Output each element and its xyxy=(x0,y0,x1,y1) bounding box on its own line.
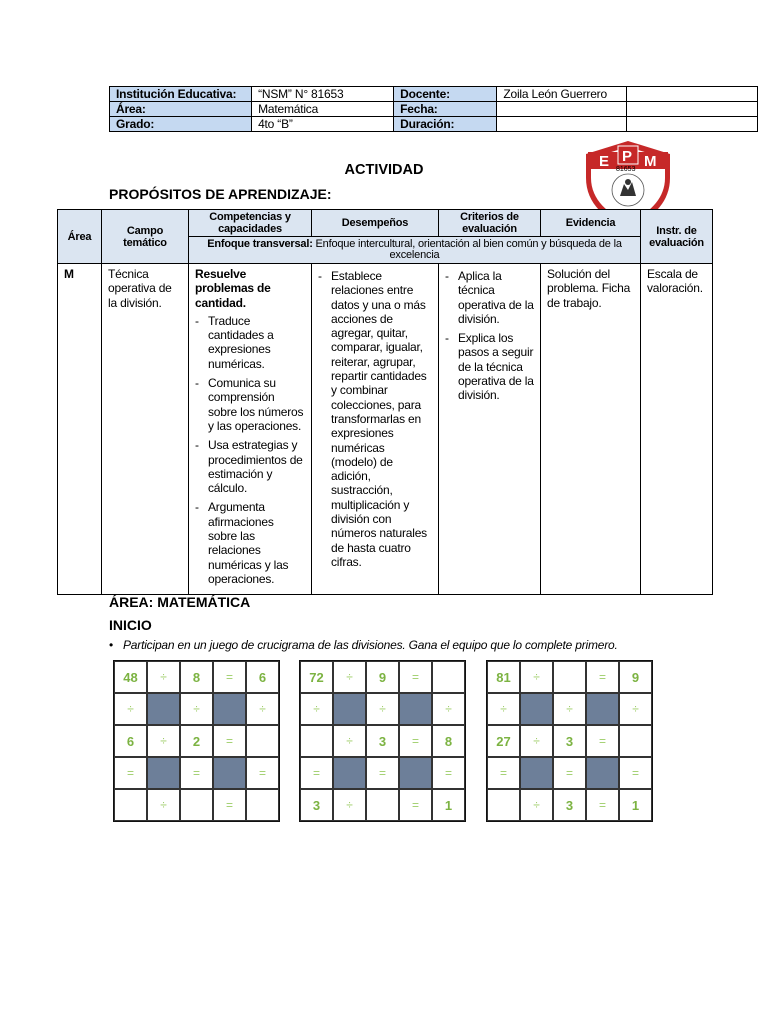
header-value xyxy=(497,117,627,132)
header-row xyxy=(110,117,758,132)
row-area: M xyxy=(58,264,102,595)
list-item: - Usa estrategias y procedimientos de estimación y cálculo. xyxy=(195,438,305,495)
logo-letter-e: E xyxy=(599,153,610,170)
crossword-empty-cell xyxy=(300,725,333,757)
crossword-cell: 3 xyxy=(553,789,586,821)
crossword-empty-cell xyxy=(180,789,213,821)
header-label: Institución Educativa: xyxy=(110,87,252,102)
crossword-cell: = xyxy=(586,725,619,757)
crossword-3 xyxy=(486,660,653,822)
header-instr: Instr. de evaluación xyxy=(641,210,713,264)
competencia-title: Resuelve problemas de cantidad. xyxy=(195,267,271,310)
crossword-empty-cell xyxy=(619,725,652,757)
enfoque-text: Enfoque intercultural, orientación al bien común y búsqueda de la excelencia xyxy=(315,237,622,261)
header-criterios: Criterios de evaluación xyxy=(439,210,541,237)
crossword-cell: ÷ xyxy=(300,693,333,725)
header-row xyxy=(110,102,758,117)
crossword-cell: = xyxy=(399,789,432,821)
crossword-cell: 9 xyxy=(619,661,652,693)
criterios-list xyxy=(445,269,534,403)
header-area: Área xyxy=(58,210,102,264)
crossword-cell: 1 xyxy=(432,789,465,821)
crossword-cell: ÷ xyxy=(180,693,213,725)
crossword-cell: 48 xyxy=(114,661,147,693)
list-item: - Argumenta afirmaciones sobre las relaciones numéricas y las operaciones. xyxy=(195,500,305,586)
header-value xyxy=(627,117,758,132)
crossword-cell: 2 xyxy=(180,725,213,757)
row-competencias xyxy=(189,264,312,595)
header-label: Docente: xyxy=(394,87,497,102)
crossword-cell: ÷ xyxy=(487,693,520,725)
crossword-cell: = xyxy=(213,725,246,757)
list-item: - Aplica la técnica operativa de la división. xyxy=(445,269,534,326)
crossword-shaded-cell xyxy=(520,693,553,725)
crossword-shaded-cell xyxy=(213,757,246,789)
header-value xyxy=(497,102,627,117)
purposes-heading: PROPÓSITOS DE APRENDIZAJE: xyxy=(109,186,332,202)
crossword-shaded-cell xyxy=(586,757,619,789)
learning-purposes-table xyxy=(57,209,713,595)
row-criterios xyxy=(439,264,541,595)
header-value: 4to “B” xyxy=(252,117,394,132)
crossword-2 xyxy=(299,660,466,822)
desempenos-list xyxy=(318,269,432,569)
header-value xyxy=(627,87,758,102)
list-item: - Traduce cantidades a expresiones numéricas. xyxy=(195,314,305,371)
crossword-cell: ÷ xyxy=(520,661,553,693)
crossword-cell: = xyxy=(213,661,246,693)
crossword-1 xyxy=(113,660,280,822)
crossword-cell: = xyxy=(619,757,652,789)
logo-letter-m: M xyxy=(644,153,657,170)
crossword-empty-cell xyxy=(553,661,586,693)
crossword-cell: ÷ xyxy=(619,693,652,725)
header-desempenos: Desempeños xyxy=(312,210,439,237)
crossword-shaded-cell xyxy=(147,757,180,789)
area-heading: ÁREA: MATEMÁTICA xyxy=(109,594,251,610)
list-item: - Establece relaciones entre datos y una o más acciones de agregar, quitar, comparar, igualar, reiterar, agrupar, repartir cantidades y combinar colecciones, para transformarlas en expresiones numéricas (modelo) de adición, sustracción, multiplicación y división con números naturales de hasta cuatro cifras. xyxy=(318,269,432,569)
crossword-empty-cell xyxy=(246,725,279,757)
crossword-shaded-cell xyxy=(399,693,432,725)
instruction-text: Participan en un juego de crucigrama de las divisiones. Gana el equipo que lo complete primero. xyxy=(123,638,618,652)
crossword-cell: = xyxy=(300,757,333,789)
crossword-cell: = xyxy=(246,757,279,789)
logo-number: 81653 xyxy=(616,166,636,173)
crossword-empty-cell xyxy=(246,789,279,821)
crossword-cell: ÷ xyxy=(333,725,366,757)
crossword-cell: 1 xyxy=(619,789,652,821)
crossword-cell: 8 xyxy=(432,725,465,757)
header-evidencia: Evidencia xyxy=(541,210,641,237)
header-value: “NSM” N° 81653 xyxy=(252,87,394,102)
crossword-cell: ÷ xyxy=(520,789,553,821)
header-label: Fecha: xyxy=(394,102,497,117)
crossword-cell: 6 xyxy=(246,661,279,693)
activity-title: ACTIVIDAD xyxy=(344,162,424,178)
crossword-cell: ÷ xyxy=(333,789,366,821)
row-instr: Escala de valoración. xyxy=(641,264,713,595)
crossword-shaded-cell xyxy=(213,693,246,725)
crossword-cell: ÷ xyxy=(366,693,399,725)
crossword-empty-cell xyxy=(432,661,465,693)
header-label: Grado: xyxy=(110,117,252,132)
crossword-cell: 6 xyxy=(114,725,147,757)
crossword-shaded-cell xyxy=(520,757,553,789)
header-campo: Campo temático xyxy=(102,210,189,264)
crossword-empty-cell xyxy=(487,789,520,821)
crossword-cell: = xyxy=(586,661,619,693)
enfoque-transversal xyxy=(189,237,641,264)
crossword-empty-cell xyxy=(114,789,147,821)
crossword-cell: = xyxy=(432,757,465,789)
crossword-cell: = xyxy=(399,725,432,757)
header-label: Duración: xyxy=(394,117,497,132)
crossword-shaded-cell xyxy=(399,757,432,789)
row-evidencia: Solución del problema. Ficha de trabajo. xyxy=(541,264,641,595)
crossword-cell: 8 xyxy=(180,661,213,693)
header-info-table xyxy=(109,86,758,132)
crossword-cell: ÷ xyxy=(520,725,553,757)
crossword-shaded-cell xyxy=(586,693,619,725)
crossword-cell: = xyxy=(180,757,213,789)
activity-instruction xyxy=(109,638,618,652)
logo-letter-p: P xyxy=(622,148,633,165)
crossword-cell: = xyxy=(366,757,399,789)
row-desempenos xyxy=(312,264,439,595)
crossword-shaded-cell xyxy=(333,693,366,725)
crossword-cell: ÷ xyxy=(114,693,147,725)
crossword-cell: 27 xyxy=(487,725,520,757)
crossword-shaded-cell xyxy=(333,757,366,789)
crossword-cell: 3 xyxy=(300,789,333,821)
crossword-cell: ÷ xyxy=(553,693,586,725)
crossword-shaded-cell xyxy=(147,693,180,725)
bullet-dot: • xyxy=(109,638,114,652)
crossword-cell: ÷ xyxy=(147,789,180,821)
crossword-cell: 3 xyxy=(366,725,399,757)
crossword-cell: 9 xyxy=(366,661,399,693)
list-item: - Comunica su comprensión sobre los números y las operaciones. xyxy=(195,376,305,433)
crossword-cell: = xyxy=(586,789,619,821)
crossword-cell: = xyxy=(553,757,586,789)
header-value: Matemática xyxy=(252,102,394,117)
header-competencias: Competencias y capacidades xyxy=(189,210,312,237)
crossword-cell: 72 xyxy=(300,661,333,693)
crossword-cell: ÷ xyxy=(147,725,180,757)
crossword-cell: ÷ xyxy=(432,693,465,725)
header-value: Zoila León Guerrero xyxy=(497,87,627,102)
list-item: - Explica los pasos a seguir de la técnica operativa de la división. xyxy=(445,331,534,402)
header-label: Área: xyxy=(110,102,252,117)
crossword-cell: 81 xyxy=(487,661,520,693)
crossword-cell: = xyxy=(487,757,520,789)
crossword-empty-cell xyxy=(366,789,399,821)
crossword-cell: ÷ xyxy=(333,661,366,693)
capacidades-list xyxy=(195,314,305,586)
enfoque-label: Enfoque transversal: xyxy=(207,237,313,250)
crossword-cell: ÷ xyxy=(147,661,180,693)
header-value xyxy=(627,102,758,117)
crossword-cell: = xyxy=(114,757,147,789)
inicio-heading: INICIO xyxy=(109,617,152,633)
crossword-cell: 3 xyxy=(553,725,586,757)
crossword-cell: = xyxy=(399,661,432,693)
header-row xyxy=(110,87,758,102)
crossword-cell: ÷ xyxy=(246,693,279,725)
row-campo: Técnica operativa de la división. xyxy=(102,264,189,595)
crossword-cell: = xyxy=(213,789,246,821)
